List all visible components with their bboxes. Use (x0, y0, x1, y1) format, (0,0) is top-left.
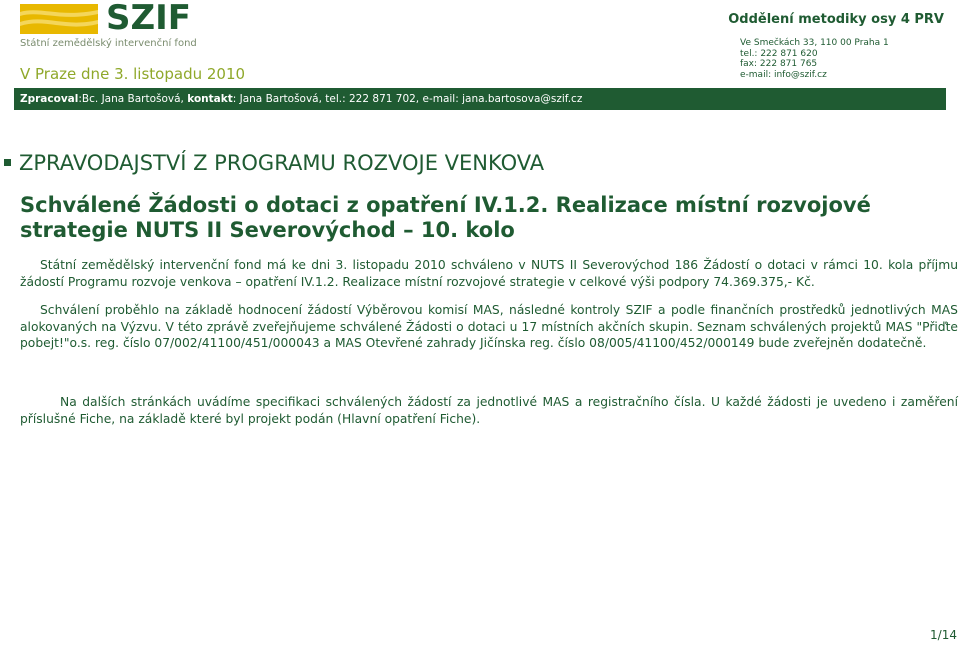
paragraph-2 (20, 302, 958, 352)
document-title: Schválené Žádosti o dotaci z opatření IV.1.2. Realizace místní rozvojové strategie NUTS II Severovýchod – 10. kolo (20, 193, 871, 242)
section-heading-text: ZPRAVODAJSTVÍ Z PROGRAMU ROZVOJE VENKOVA (19, 151, 545, 175)
document-date: V Praze dne 3. listopadu 2010 (20, 65, 246, 83)
kontakt-value: : Jana Bartošová, tel.: 222 871 702, e-mail: jana.bartosova@szif.cz (232, 93, 583, 105)
page-number: 1/14 (930, 628, 957, 642)
zpracoval-value: :Bc. Jana Bartošová, (78, 93, 188, 105)
paragraph-1 (20, 257, 958, 290)
square-bullet-icon (4, 159, 11, 166)
contact-address: Ve Smečkách 33, 110 00 Praha 1 (740, 38, 889, 48)
kontakt-label: kontakt (187, 93, 233, 105)
paragraph-2-text: Schválení proběhlo na základě hodnocení žádostí Výběrovou komisí MAS, následné kontroly SZIF a podle finančních prostředků jednotlivých MAS alokovaných na Výzvu. V této zprávě zveřejňujeme schválené Žádosti o dotaci u 17 místních akčních skupin. Seznam schválených projektů MAS "Přiďte pobejt!"o.s. reg. číslo 07/002/41100/451/000043 a MAS Otevřené zahrady Jičínska reg. číslo 08/005/41100/452/000149 bude zveřejněn dodatečně. (20, 303, 958, 350)
paragraph-3-text: Na dalších stránkách uvádíme specifikaci schválených žádostí za jednotlivé MAS a registračního čísla. U každé žádosti je uvedeno i zaměření příslušné Fiche, na základě které byl projekt podán (Hlavní opatření Fiche). (20, 395, 958, 426)
szif-logo (20, 0, 200, 52)
logo-subtitle: Státní zemědělský intervenční fond (20, 38, 197, 49)
contact-email: e-mail: info@szif.cz (740, 69, 827, 80)
section-heading (4, 150, 544, 176)
paragraph-1-text: Státní zemědělský intervenční fond má ke dni 3. listopadu 2010 schváleno v NUTS II Severovýchod 186 Žádostí o dotaci v rámci 10. kola příjmu žádostí Programu rozvoje venkova – opatření IV.1.2. Realizace místní rozvojové strategie v celkové výši podpory 74.369.375,- Kč. (20, 258, 958, 289)
contact-fax: fax: 222 871 765 (740, 59, 818, 69)
szif-logo-stripes-icon (20, 4, 98, 34)
contact-block (740, 38, 889, 80)
logo-wordmark: SZIF (106, 0, 192, 38)
author-bar (14, 88, 946, 110)
zpracoval-label: Zpracoval (20, 93, 79, 105)
department-name: Oddělení metodiky osy 4 PRV (728, 12, 944, 27)
contact-tel: tel.: 222 871 620 (740, 48, 818, 59)
paragraph-3 (20, 394, 958, 427)
